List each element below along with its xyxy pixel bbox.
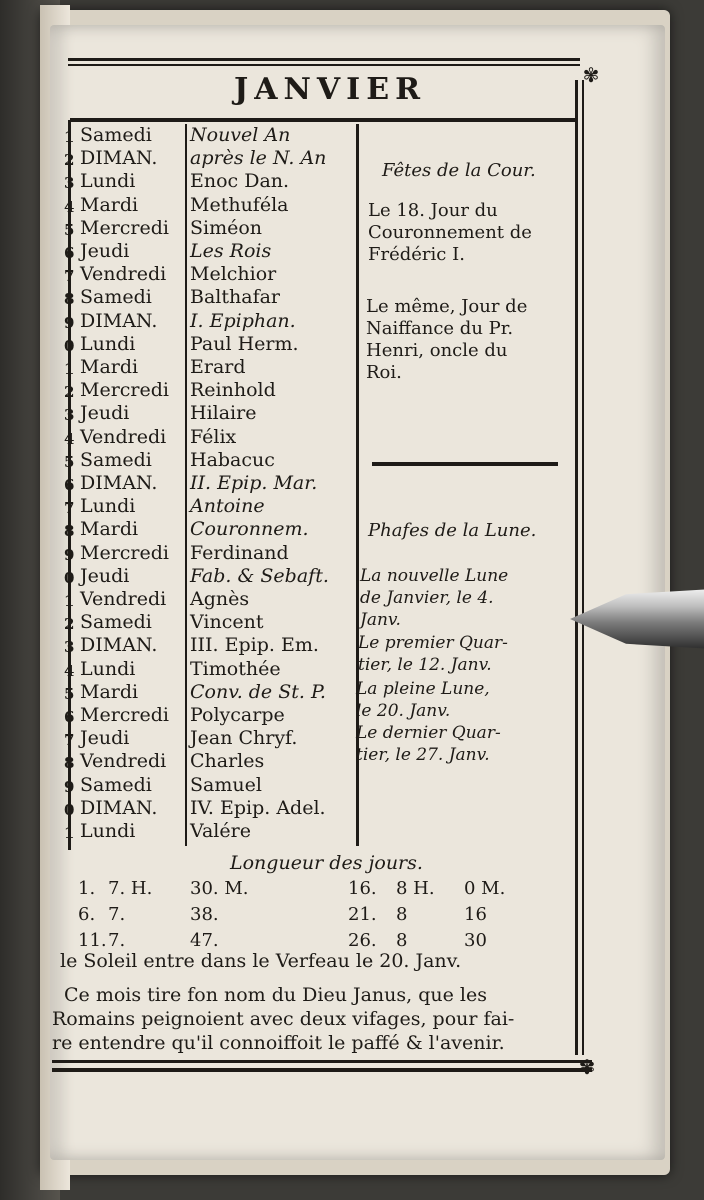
saint-cell: Fab. & Sebaft.	[190, 564, 329, 587]
weekday-cell: Vendredi	[80, 263, 167, 286]
longueur-cell: 8	[396, 930, 408, 951]
day-number: 3	[64, 174, 75, 193]
weekday-cell: DIMAN.	[80, 796, 158, 819]
day-number: 8	[64, 290, 75, 309]
longueur-cell: 38.	[190, 904, 219, 925]
saint-cell: Nouvel An	[190, 124, 291, 146]
saint-cell: Charles	[190, 750, 265, 773]
weekday-cell: Mardi	[80, 356, 139, 379]
footer-line-2: Ce mois tire fon nom du Dieu Janus, que les	[64, 984, 487, 1006]
day-number: 1	[64, 128, 75, 146]
text-line: Couronnement de	[368, 222, 532, 243]
day-number: 7	[64, 731, 75, 750]
text-line: Roi.	[366, 362, 402, 383]
longueur-cell: 0 M.	[464, 878, 506, 899]
text-line: Le même, Jour de	[366, 296, 528, 317]
phase-full-moon	[356, 678, 556, 722]
saint-cell: Polycarpe	[190, 704, 285, 727]
text-line: le 20. Janv.	[356, 701, 451, 721]
longueur-title: Longueur des jours.	[230, 852, 423, 874]
day-number: 4	[64, 661, 75, 680]
text-line: tier, le 12. Janv.	[358, 655, 492, 675]
day-number: 5	[64, 220, 75, 239]
longueur-cell: 8	[396, 904, 408, 925]
day-number: 2	[64, 383, 75, 402]
weekday-cell: Mercredi	[80, 704, 169, 727]
text-line: Janv.	[360, 610, 401, 630]
longueur-cell: 26.	[348, 930, 377, 951]
header-rule	[70, 118, 575, 122]
text-line: Henri, oncle du	[366, 340, 508, 361]
longueur-cell: 7.	[108, 904, 126, 925]
saint-cell: Paul Herm.	[190, 332, 299, 355]
text-line: tier, le 27. Janv.	[356, 745, 490, 765]
saint-cell: Vincent	[190, 611, 264, 634]
saint-cell: II. Epip. Mar.	[190, 472, 318, 495]
weekday-cell: DIMAN.	[80, 309, 158, 332]
saint-cell: I. Epiphan.	[190, 309, 296, 332]
phases-title: Phafes de la Lune.	[368, 520, 537, 541]
weekday-cell: DIMAN.	[80, 472, 158, 495]
weekday-cell: Jeudi	[80, 240, 130, 263]
text-line: Le premier Quar-	[358, 633, 508, 653]
longueur-cell: 8 H.	[396, 878, 435, 899]
weekday-cell: Mardi	[80, 680, 139, 703]
footer-line-3: Romains peignoient avec deux vifages, pour fai-	[52, 1008, 515, 1030]
weekday-cell: Jeudi	[80, 727, 130, 750]
footer-line-1: le Soleil entre dans le Verfeau le 20. Janv.	[60, 950, 462, 972]
day-number: 2	[64, 615, 75, 634]
saint-cell: Habacuc	[190, 448, 275, 471]
day-number: 3	[64, 638, 75, 657]
fetes-divider	[372, 462, 558, 466]
saint-cell: Antoine	[190, 495, 265, 518]
weekday-cell: Mercredi	[80, 216, 169, 239]
weekday-cell: DIMAN.	[80, 147, 158, 170]
fete-item-2	[366, 296, 566, 384]
weekday-cell: Vendredi	[80, 588, 167, 611]
day-number: 6	[64, 476, 75, 495]
right-rule-2	[582, 80, 584, 1055]
saint-cell: Hilaire	[190, 402, 257, 425]
saint-cell: Erard	[190, 356, 246, 379]
day-number: 7	[64, 267, 75, 286]
saint-cell: Jean Chryf.	[190, 727, 298, 750]
page-title: JANVIER	[234, 72, 426, 107]
saint-cell: Melchior	[190, 263, 277, 286]
weekday-cell: Jeudi	[80, 402, 130, 425]
day-number: 1	[64, 360, 75, 379]
saint-cell: Agnès	[190, 588, 250, 611]
day-number: 2	[64, 151, 75, 170]
saint-cell: Samuel	[190, 773, 262, 796]
weekday-column	[80, 124, 190, 843]
saints-column	[190, 124, 358, 843]
longueur-cell: 6.	[78, 904, 96, 925]
weekday-cell: Samedi	[80, 773, 152, 796]
longueur-cell: 47.	[190, 930, 219, 951]
weekday-cell: Mardi	[80, 518, 139, 541]
weekday-cell: Mercredi	[80, 541, 169, 564]
weekday-cell: Vendredi	[80, 750, 167, 773]
phase-last-quarter	[356, 722, 556, 766]
text-line: Naiffance du Pr.	[366, 318, 514, 339]
longueur-cell: 21.	[348, 904, 377, 925]
phase-new-moon	[360, 565, 560, 631]
longueur-cell: 1.	[78, 878, 96, 899]
ornament-bottom-right: ✾	[578, 1055, 596, 1079]
weekday-cell: Samedi	[80, 286, 152, 309]
day-number: 6	[64, 708, 75, 727]
weekday-cell: Mercredi	[80, 379, 169, 402]
top-rule-2	[68, 64, 580, 66]
text-line: La nouvelle Lune	[360, 566, 509, 586]
longueur-cell: 16	[464, 904, 487, 925]
weekday-cell: Lundi	[80, 657, 136, 680]
day-number: 9	[64, 777, 75, 796]
weekday-cell: Vendredi	[80, 425, 167, 448]
longueur-cell: 30. M.	[190, 878, 249, 899]
longueur-cell: 7. H.	[108, 878, 153, 899]
longueur-cell: 7.	[108, 930, 126, 951]
saint-cell: Balthafar	[190, 286, 281, 309]
weekday-cell: Lundi	[80, 820, 136, 843]
day-number: 9	[64, 545, 75, 564]
day-number: 4	[64, 429, 75, 448]
saint-cell: III. Epip. Em.	[190, 634, 319, 657]
saint-cell: Methuféla	[190, 193, 289, 216]
bottom-rule	[52, 1060, 592, 1063]
day-number: 0	[64, 336, 75, 355]
weekday-cell: Samedi	[80, 124, 152, 146]
text-line: Le dernier Quar-	[356, 723, 501, 743]
day-numbers-column	[64, 126, 80, 845]
day-number: 4	[64, 197, 75, 216]
weekday-cell: Lundi	[80, 170, 136, 193]
weekday-cell: Lundi	[80, 495, 136, 518]
text-line: Frédéric I.	[368, 244, 465, 265]
text-line: de Janvier, le 4.	[360, 588, 494, 608]
day-number: 0	[64, 568, 75, 587]
day-number: 1	[64, 824, 75, 843]
day-number: 5	[64, 452, 75, 471]
fete-item-1	[368, 200, 568, 266]
weekday-cell: Jeudi	[80, 564, 130, 587]
day-number: 8	[64, 522, 75, 541]
saint-cell: après le N. An	[190, 147, 327, 170]
saint-cell: Siméon	[190, 216, 263, 239]
longueur-cell: 11.	[78, 930, 107, 951]
saint-cell: Ferdinand	[190, 541, 289, 564]
text-line: La pleine Lune,	[356, 679, 490, 699]
saint-cell: Conv. de St. P.	[190, 680, 326, 703]
ornament-top-right: ✾	[582, 63, 600, 87]
bottom-rule-2	[52, 1068, 592, 1072]
weekday-cell: Mardi	[80, 193, 139, 216]
saint-cell: Valére	[190, 820, 251, 843]
weekday-cell: Samedi	[80, 448, 152, 471]
phase-first-quarter	[358, 632, 558, 676]
saint-cell: Les Rois	[190, 240, 272, 263]
weekday-cell: Samedi	[80, 611, 152, 634]
longueur-cell: 30	[464, 930, 487, 951]
day-number: 1	[64, 592, 75, 611]
weekday-cell: DIMAN.	[80, 634, 158, 657]
day-number: 5	[64, 684, 75, 703]
saint-cell: Couronnem.	[190, 518, 309, 541]
right-rule	[575, 80, 578, 1055]
longueur-cell: 16.	[348, 878, 377, 899]
day-number: 9	[64, 313, 75, 332]
saint-cell: Enoc Dan.	[190, 170, 290, 193]
day-number: 3	[64, 406, 75, 425]
text-line: Le 18. Jour du	[368, 200, 498, 221]
saint-cell: IV. Epip. Adel.	[190, 796, 326, 819]
saint-cell: Félix	[190, 425, 237, 448]
top-rule	[68, 58, 580, 61]
day-number: 6	[64, 244, 75, 263]
day-number: 7	[64, 499, 75, 518]
day-number: 8	[64, 754, 75, 773]
footer-line-4: re entendre qu'il connoiffoit le paffé & l'avenir.	[52, 1032, 505, 1054]
weekday-cell: Lundi	[80, 332, 136, 355]
saint-cell: Timothée	[190, 657, 281, 680]
day-number: 0	[64, 800, 75, 819]
fetes-title: Fêtes de la Cour.	[382, 160, 536, 181]
saint-cell: Reinhold	[190, 379, 276, 402]
